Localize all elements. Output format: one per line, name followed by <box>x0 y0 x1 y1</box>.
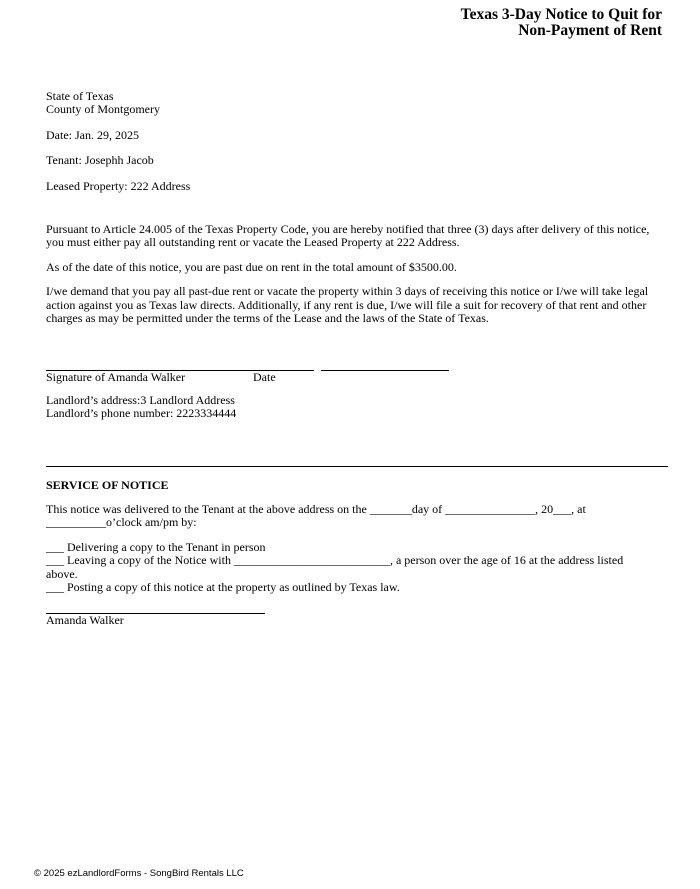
state-line: State of Texas <box>46 89 114 103</box>
paragraph-demand: I/we demand that you pay all past-due rent or vacate the property within 3 days of receiving this notice or I/we will take legal action against you as Texas law directs. Additionally, if any rent is due, I/we will file a suit for recovery of that rent and other charges as may be permitted under the terms of the Lease and the laws of the State of Texas. <box>46 284 649 326</box>
delivery-line-2: __________o’clock am/pm by: <box>46 515 197 530</box>
landlord-info <box>46 394 236 421</box>
option-posting: ___ Posting a copy of this notice at the property as outlined by Texas law. <box>46 580 400 595</box>
county-line: County of Montgomery <box>46 102 160 117</box>
landlord-phone: Landlord’s phone number: 2223334444 <box>46 406 237 421</box>
property-line: Leased Property: 222 Address <box>46 178 191 193</box>
option-leave-copy-cont: above. <box>46 566 78 581</box>
paragraph-past-due: As of the date of this notice, you are past due on rent in the total amount of $3500.00. <box>46 259 457 274</box>
paragraph-article: Pursuant to Article 24.005 of the Texas Property Code, you are hereby notified that three (3) days after delivery of this notice, you must either pay all outstanding rent or vacate the Leased Property at 222 Address. <box>46 222 650 250</box>
footer-copyright: © 2025 ezLandlordForms - SongBird Rentals LLC <box>34 868 244 879</box>
date-label: Date <box>253 370 276 384</box>
server-name: Amanda Walker <box>46 613 124 627</box>
option-in-person: ___ Delivering a copy to the Tenant in person <box>46 540 266 554</box>
delivery-line-1: This notice was delivered to the Tenant at the above address on the _______day of _______________, 20___, at <box>46 502 586 516</box>
signature-block <box>46 358 466 387</box>
notice-header <box>46 90 190 205</box>
tenant-line: Tenant: Josephh Jacob <box>46 153 154 168</box>
service-heading: SERVICE OF NOTICE <box>46 478 169 492</box>
document-title <box>461 7 662 38</box>
section-divider <box>46 466 668 467</box>
date-line: Date: Jan. 29, 2025 <box>46 127 139 142</box>
notice-body <box>46 223 660 337</box>
option-leave-copy: ___ Leaving a copy of the Notice with __________________________, a person over the age of 16 at the address listed <box>46 553 624 568</box>
signature-label: Signature of Amanda Walker <box>46 370 186 384</box>
title-line-2: Non-Payment of Rent <box>518 21 662 39</box>
landlord-address: Landlord’s address:3 Landlord Address <box>46 393 235 407</box>
service-delivery <box>46 503 656 530</box>
title-line-1: Texas 3-Day Notice to Quit for <box>460 6 662 23</box>
service-options <box>46 541 656 595</box>
